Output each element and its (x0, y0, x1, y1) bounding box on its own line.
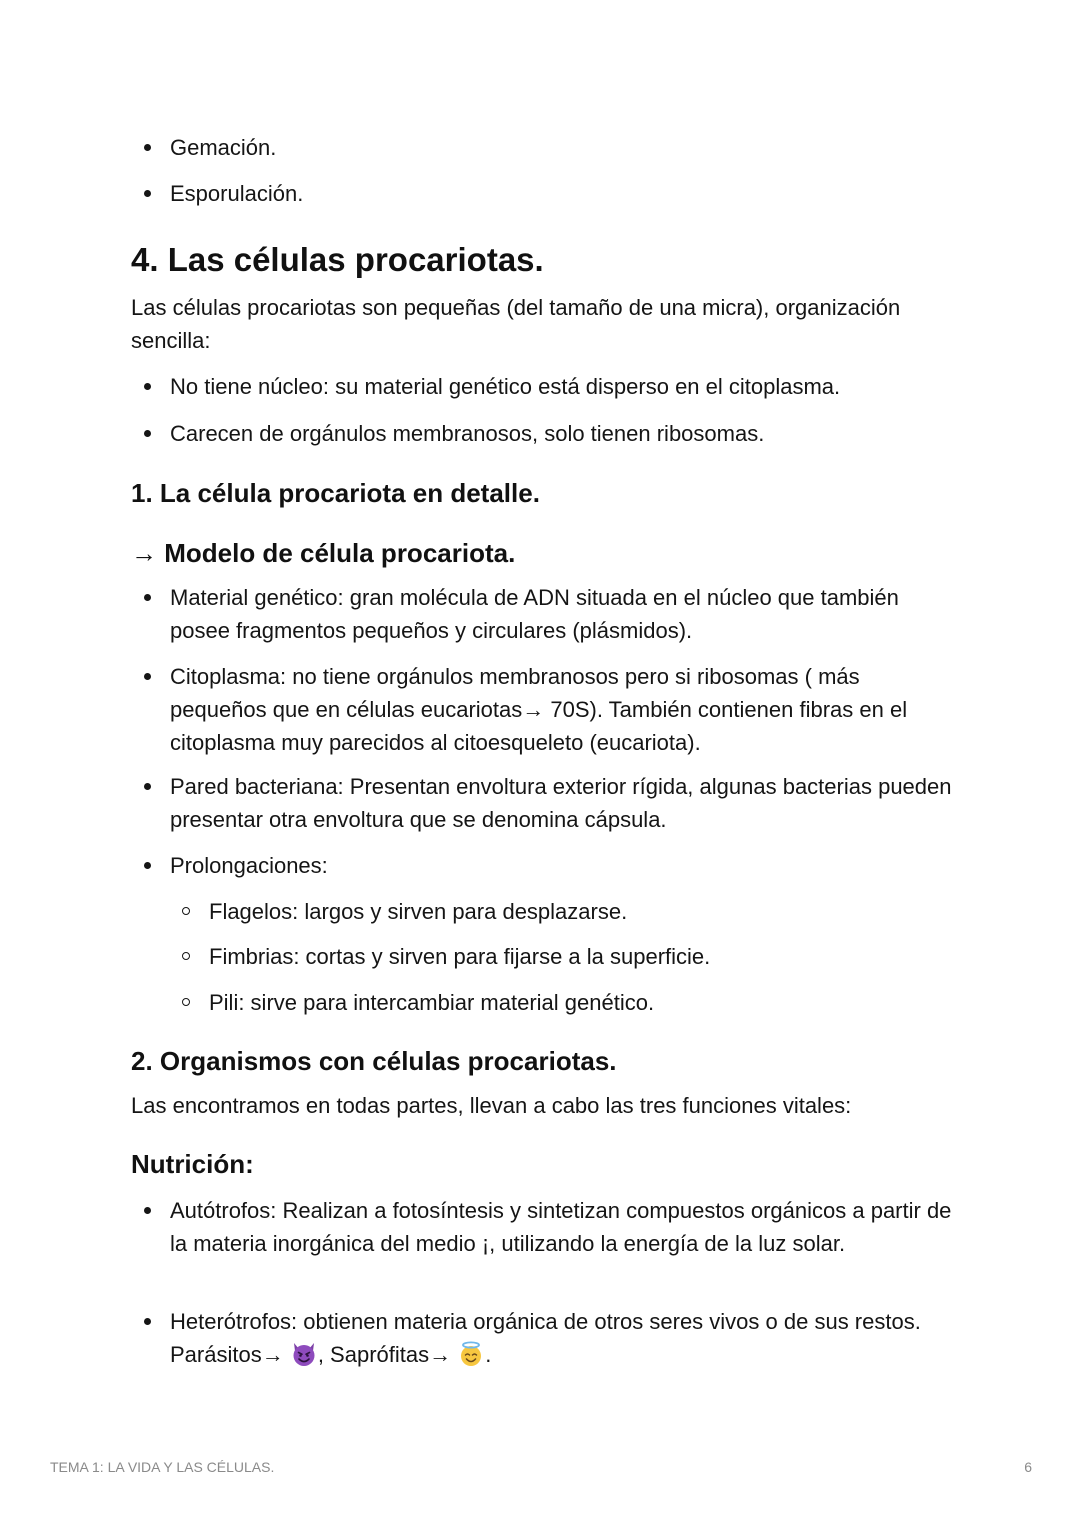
list-item-prolongaciones: Prolongaciones: (170, 849, 960, 882)
list-item-nucleo: No tiene núcleo: su material genético está disperso en el citoplasma. (170, 370, 960, 403)
list-item-esporulacion: Esporulación. (170, 177, 960, 210)
page-number: 6 (1024, 1459, 1032, 1475)
heterotrofos-end: . (485, 1342, 492, 1367)
list-item-autotrofos: Autótrofos: Realizan a fotosíntesis y sintetizan compuestos orgánicos a partir de la materia inorgánica del medio ¡, utilizando la energía de la luz solar. (170, 1194, 960, 1260)
list-item-organulos: Carecen de orgánulos membranosos, solo tienen ribosomas. (170, 417, 960, 450)
list-item-gemacion: Gemación. (170, 131, 960, 164)
saprofitas-text: , Saprófitas→ (317, 1342, 458, 1367)
organisms-intro: Las encontramos en todas partes, llevan a cabo las tres funciones vitales: (131, 1093, 852, 1118)
sublist-item-pili: Pili: sirve para intercambiar material genético. (209, 986, 959, 1019)
list-item-pared-bacteriana: Pared bacteriana: Presentan envoltura exterior rígida, algunas bacterias pueden presentar otra envoltura que se denomina cápsula. (170, 770, 960, 836)
heterotrofos-text: Heterótrofos: obtienen materia orgánica de otros seres vivos o de sus restos. Parásitos→ (170, 1309, 921, 1367)
subsection-title-detalle: 1. La célula procariota en detalle. (131, 478, 540, 508)
sublist-item-flagelos: Flagelos: largos y sirven para desplazarse. (209, 895, 959, 928)
footer-title: TEMA 1: LA VIDA Y LAS CÉLULAS. (50, 1459, 275, 1475)
smiling-devil-icon (291, 1341, 317, 1367)
list-item-material-genetico: Material genético: gran molécula de ADN situada en el núcleo que también posee fragmentos pequeños y circulares (plásmidos). (170, 581, 960, 647)
subsection-title-modelo: → Modelo de célula procariota. (131, 538, 516, 568)
sublist-item-fimbrias: Fimbrias: cortas y sirven para fijarse a la superficie. (209, 940, 959, 973)
subsection-title-organismos: 2. Organismos con células procariotas. (131, 1046, 617, 1076)
list-item-heterotrofos (170, 1305, 960, 1371)
nutrition-title: Nutrición: (131, 1149, 254, 1179)
section-intro: Las células procariotas son pequeñas (del tamaño de una micra), organización sencilla: (131, 295, 901, 353)
halo-angel-icon (458, 1341, 484, 1367)
list-item-citoplasma: Citoplasma: no tiene orgánulos membranosos pero si ribosomas ( más pequeños que en células eucariotas→ 70S). También contienen fibras en el citoplasma muy parecidos al citoesqueleto (eucariota). (170, 660, 960, 759)
section-title-procariotas: 4. Las células procariotas. (131, 241, 544, 278)
